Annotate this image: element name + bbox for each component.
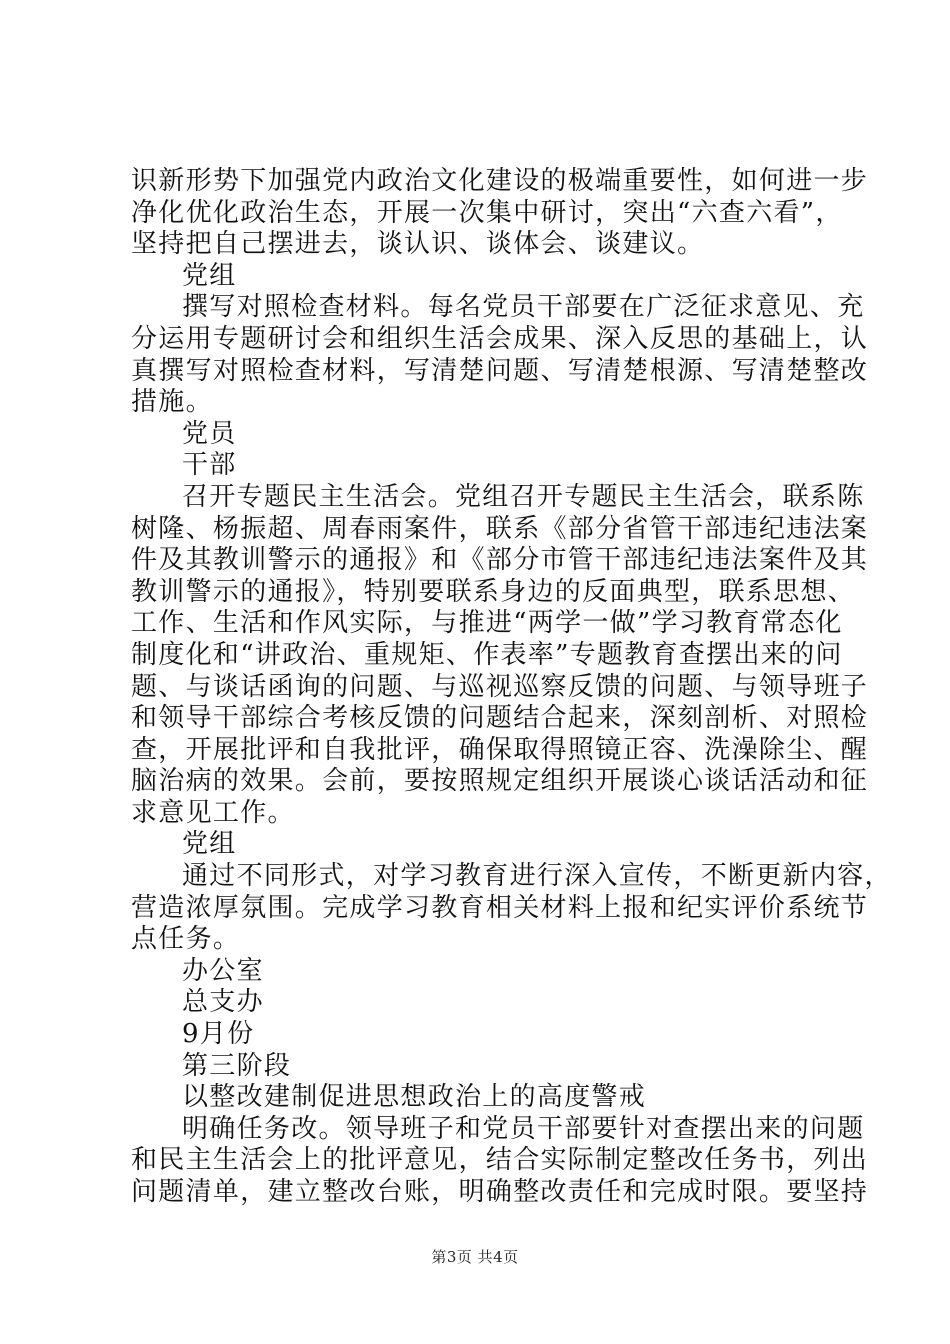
- text-line: 坚持把自己摆进去，谈认识、谈体会、谈建议。: [131, 229, 705, 260]
- text-line: 党组: [182, 829, 237, 860]
- text-line: 题、与谈话函询的问题、与巡视巡察反馈的问题、与领导班子: [131, 671, 869, 702]
- text-line: 9月份: [182, 1019, 255, 1050]
- text-line: 问题清单，建立整改台账，明确整改责任和完成时限。要坚持: [131, 1177, 869, 1207]
- text-line: 教训警示的通报》，特别要联系身边的反面典型，联系思想、: [131, 576, 856, 607]
- text-line: 识新形势下加强党内政治文化建设的极端重要性，如何进一步: [131, 166, 869, 196]
- text-line: 点任务。: [131, 924, 241, 955]
- text-line: 树隆、杨振超、周春雨案件，联系《部分省管干部违纪违法案: [131, 513, 869, 544]
- text-line: 第三阶段: [182, 1050, 292, 1081]
- page-footer: 第3页 共4页: [431, 1248, 519, 1266]
- text-line: 营造浓厚氛围。完成学习教育相关材料上报和纪实评价系统节: [131, 892, 869, 923]
- text-line: 明确任务改。领导班子和党员干部要针对查摆出来的问题: [182, 1113, 865, 1144]
- text-line: 脑治病的效果。会前，要按照规定组织开展谈心谈话活动和征: [131, 766, 869, 797]
- text-line: 党组: [182, 260, 237, 291]
- text-line: 净化优化政治生态，开展一次集中研讨，突出“六查六看”，: [131, 197, 843, 228]
- text-line: 措施。: [131, 387, 213, 418]
- text-line: 干部: [182, 450, 237, 481]
- text-line: 和领导干部综合考核反馈的问题结合起来，深刻剖析、对照检: [131, 703, 869, 734]
- text-line: 分运用专题研讨会和组织生活会成果、深入反思的基础上，认: [131, 323, 869, 354]
- text-line: 召开专题民主生活会。党组召开专题民主生活会，联系陈: [182, 481, 865, 512]
- text-line: 撰写对照检查材料。每名党员干部要在广泛征求意见、充: [182, 292, 865, 323]
- text-line: 件及其教训警示的通报》和《部分市管干部违纪违法案件及其: [131, 545, 869, 576]
- text-line: 求意见工作。: [131, 797, 295, 828]
- text-line: 和民主生活会上的批评意见，结合实际制定整改任务书，列出: [131, 1145, 869, 1176]
- text-line: 党员: [182, 418, 237, 449]
- text-line: 办公室: [182, 955, 264, 986]
- text-line: 通过不同形式，对学习教育进行深入宣传，不断更新内容，: [182, 861, 892, 892]
- text-line: 以整改建制促进思想政治上的高度警戒: [182, 1082, 647, 1113]
- text-line: 总支办: [182, 987, 264, 1018]
- text-line: 工作、生活和作风实际，与推进“两学一做”学习教育常态化: [131, 608, 843, 639]
- text-line: 制度化和“讲政治、重规矩、作表率”专题教育查摆出来的问: [131, 639, 843, 670]
- document-body: [131, 166, 892, 1209]
- text-line: 查，开展批评和自我批评，确保取得照镜正容、洗澡除尘、醒: [131, 734, 869, 765]
- text-line: 真撰写对照检查材料，写清楚问题、写清楚根源、写清楚整改: [131, 355, 869, 386]
